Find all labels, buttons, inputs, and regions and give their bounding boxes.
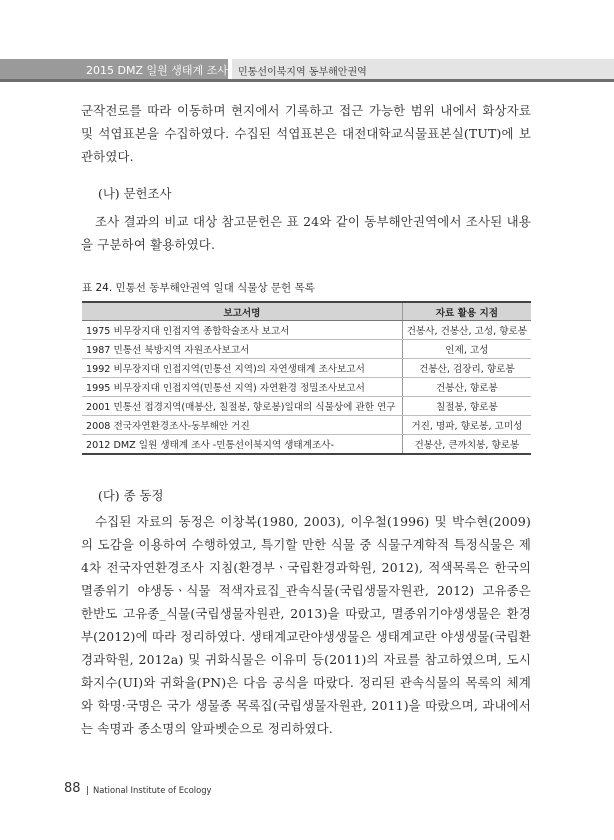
header-section-title: 민통선이북지역 동부해안권역	[238, 67, 367, 78]
table-row	[82, 378, 531, 397]
table-row	[82, 340, 531, 359]
sites-cell: 거진, 명파, 향로봉, 고미성	[402, 416, 531, 435]
footer-separator	[87, 786, 88, 795]
sites-cell: 건봉사, 건봉산, 고성, 향로봉	[402, 321, 531, 340]
column-header-sites: 자료 활용 지점	[402, 302, 531, 321]
sites-cell: 건봉산, 큰까치봉, 향로봉	[402, 435, 531, 455]
table-caption: 표 24. 민통선 동부해안권역 일대 식물상 문헌 목록	[82, 282, 315, 294]
sites-cell: 건봉산, 검장리, 향로봉	[402, 359, 531, 378]
column-header-report: 보고서명	[82, 302, 402, 321]
sites-cell: 건봉산, 향로봉	[402, 378, 531, 397]
report-name-cell: 2001 민통선 접경지역(매봉산, 칠절봉, 향로봉)일대의 식물상에 관한 연구	[82, 397, 402, 416]
page-number: 88	[64, 781, 81, 796]
report-name-cell: 1992 비무장지대 인접지역(민통선 지역)의 자연생태계 조사보고서	[82, 359, 402, 378]
table-row	[82, 359, 531, 378]
footer-publisher: National Institute of Ecology	[93, 785, 212, 795]
table-header-row	[82, 302, 531, 321]
header-rule	[0, 79, 614, 82]
section-na-heading: (나) 문헌조사	[98, 186, 172, 201]
report-name-cell: 2008 전국자연환경조사-동부해안 거진	[82, 416, 402, 435]
table-row	[82, 416, 531, 435]
running-header	[0, 53, 614, 85]
header-report-title: 2015 DMZ 일원 생태계 조사	[86, 64, 228, 77]
section-da-heading: (다) 종 동정	[98, 488, 164, 503]
table-row	[82, 397, 531, 416]
section-da-paragraph: 수집된 자료의 동정은 이창복(1980, 2003), 이우철(1996) 및 박수현(2009)의 도감을 이용하여 수행하였고, 특기할 만한 식물 중 식물구계학적 특정식물은 제4차 전국자연환경조사 지침(환경부ㆍ국립환경과학원, 2012), 적색목록은 한국의 멸종위기 야생동ㆍ식물 적색자료집_관속식물(국립생물자원관, 2012) 고유종은 한반도 고유종_식물(국립생물자원관, 2013)을 따랐고, 멸종위기야생생물은 환경부(2012)에 따라 정리하였다. 생태계교란야생생물은 생태계교란 야생생물(국립환경과학원, 2012a) 및 귀화식물은 이유미 등(2011)의 자료를 참고하였으며, 도시화지수(UI)와 귀화율(PN)은 다음 공식을 따랐다. 정리된 관속식물의 목록의 체계와 학명·국명은 국가 생물종 목록집(국립생물자원관, 2011)을 따랐으며, 과내에서는 속명과 종소명의 알파벳순으로 정리하였다.	[81, 514, 531, 736]
intro-paragraph: 군작전로를 따라 이동하며 현지에서 기록하고 접근 가능한 범위 내에서 화상자료 및 석엽표본을 수집하였다. 수집된 석엽표본은 대전대학교식물표본실(TUT)에 보관하였다.	[81, 103, 531, 164]
section-na-paragraph: 조사 결과의 비교 대상 참고문헌은 표 24와 같이 동부해안권역에서 조사된 내용을 구분하여 활용하였다.	[81, 214, 531, 252]
table-row	[82, 435, 531, 455]
literature-table	[82, 301, 531, 455]
sites-cell: 칠절봉, 향로봉	[402, 397, 531, 416]
report-name-cell: 2012 DMZ 일원 생태계 조사 -민통선이북지역 생태계조사-	[82, 435, 402, 455]
report-name-cell: 1975 비무장지대 인접지역 종합학술조사 보고서	[82, 321, 402, 340]
table-row	[82, 321, 531, 340]
sites-cell: 인제, 고성	[402, 340, 531, 359]
report-name-cell: 1995 비무장지대 인접지역(민통선 지역) 자연환경 정밀조사보고서	[82, 378, 402, 397]
report-name-cell: 1987 민통선 북방지역 자원조사보고서	[82, 340, 402, 359]
